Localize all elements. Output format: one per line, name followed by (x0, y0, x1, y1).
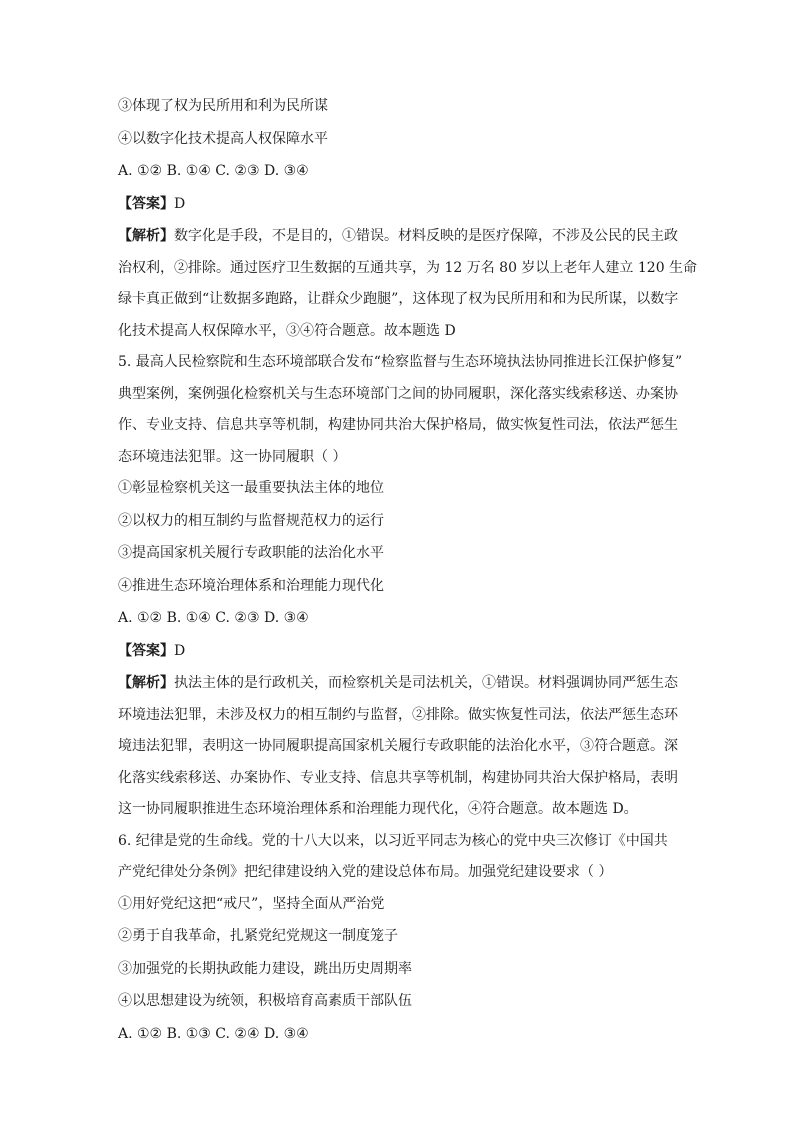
q6-option-1: ①用好党纪这把“戒尺”，坚持全面从严治党 (118, 895, 385, 912)
q6-stem-line: 6. 纪律是党的生命线。党的十八大以来，以习近平同志为核心的党中央三次修订《中国共 (118, 832, 668, 849)
exam-page (118, 96, 698, 1056)
q5-answer-label: 【答案】 (118, 642, 174, 659)
q6-option-4: ④以思想建设为统领，积极培育高素质干部队伍 (118, 993, 412, 1009)
q5-option-3: ③提高国家机关履行专政职能的法治化水平 (118, 545, 384, 561)
q5-stem (118, 352, 688, 467)
q4-choices: A. ①② B. ①④ C. ②③ D. ③④ (118, 163, 309, 179)
q4-analysis-line: 化技术提高人权保障水平，③④符合题意。故本题选 D (118, 322, 456, 339)
q6-option-3: ③加强党的长期执政能力建设，跳出历史周期率 (118, 960, 412, 977)
q5-stem-line: 5. 最高人民检察院和生态环境部联合发布“检察监督与生态环境执法协同推进长江保护修复” (118, 354, 683, 370)
q6-option-2: ②勇于自我革命，扎紧党纪党规这一制度笼子 (118, 928, 398, 944)
q5-analysis-line: 境违法犯罪，表明这一协同履职提高国家机关履行专政职能的法治化水平，③符合题意。深 (118, 738, 678, 754)
q5-option-2: ②以权力的相互制约与监督规范权力的运行 (118, 512, 384, 529)
q5-answer (118, 641, 688, 661)
q5-stem-line: 态环境违法犯罪。这一协同履职（ ） (118, 448, 347, 465)
q5-analysis-label: 【解析】 (118, 675, 174, 691)
q4-analysis-line: 治权利，②排除。通过医疗卫生数据的互通共享，为 12 万名 80 岁以上老年人建立 120 生命 (118, 259, 698, 276)
q6-stem (118, 831, 688, 883)
q5-answer-value: D (174, 642, 186, 659)
q4-option-3: ③体现了权为民所用和利为民所谋 (118, 98, 328, 114)
q5-option-1: ①彰显检察机关这一最重要执法主体的地位 (118, 480, 384, 496)
q5-analysis-line: 这一协同履职推进生态环境治理体系和治理能力现代化，④符合题意。故本题选 D。 (118, 801, 638, 817)
q4-answer-label: 【答案】 (118, 195, 174, 212)
q5-option-4: ④推进生态环境治理体系和治理能力现代化 (118, 577, 384, 594)
q4-analysis-line: 绿卡真正做到“让数据多跑路，让群众少跑腿”，这体现了权为民所用和和为民所谋，以数字 (118, 291, 679, 307)
q4-analysis-label: 【解析】 (118, 228, 174, 244)
q4-analysis-line: 【解析】数字化是手段，不是目的，①错误。材料反映的是医疗保障，不涉及公民的民主政 (118, 228, 678, 244)
q4-option-4: ④以数字化技术提高人权保障水平 (118, 130, 328, 147)
q5-analysis-line: 【解析】执法主体的是行政机关，而检察机关是司法机关，①错误。材料强调协同严惩生态 (118, 675, 678, 691)
q6-choices: A. ①② B. ①③ C. ②④ D. ③④ (118, 1025, 309, 1042)
q5-analysis (118, 673, 688, 819)
q5-analysis-line: 化落实线索移送、办案协作、专业支持、信息共享等机制，构建协同共治大保护格局，表明 (118, 769, 678, 786)
q4-answer-value: D (174, 195, 186, 212)
q5-analysis-line: 环境违法犯罪，未涉及权力的相互制约与监督，②排除。做实恢复性司法，依法严惩生态环 (118, 706, 678, 723)
q6-stem-line: 产党纪律处分条例》把纪律建设纳入党的建设总体布局。加强党纪建设要求（ ） (118, 864, 613, 880)
q5-choices: A. ①② B. ①④ C. ②③ D. ③④ (118, 610, 309, 626)
q4-analysis (118, 226, 698, 341)
q5-stem-line: 作、专业支持、信息共享等机制，构建协同共治大保护格局，做实恢复性司法，依法严惩生 (118, 417, 678, 433)
q5-stem-line: 典型案例，案例强化检察机关与生态环境部门之间的协同履职，深化落实线索移送、办案协 (118, 385, 678, 402)
q4-answer (118, 194, 688, 214)
